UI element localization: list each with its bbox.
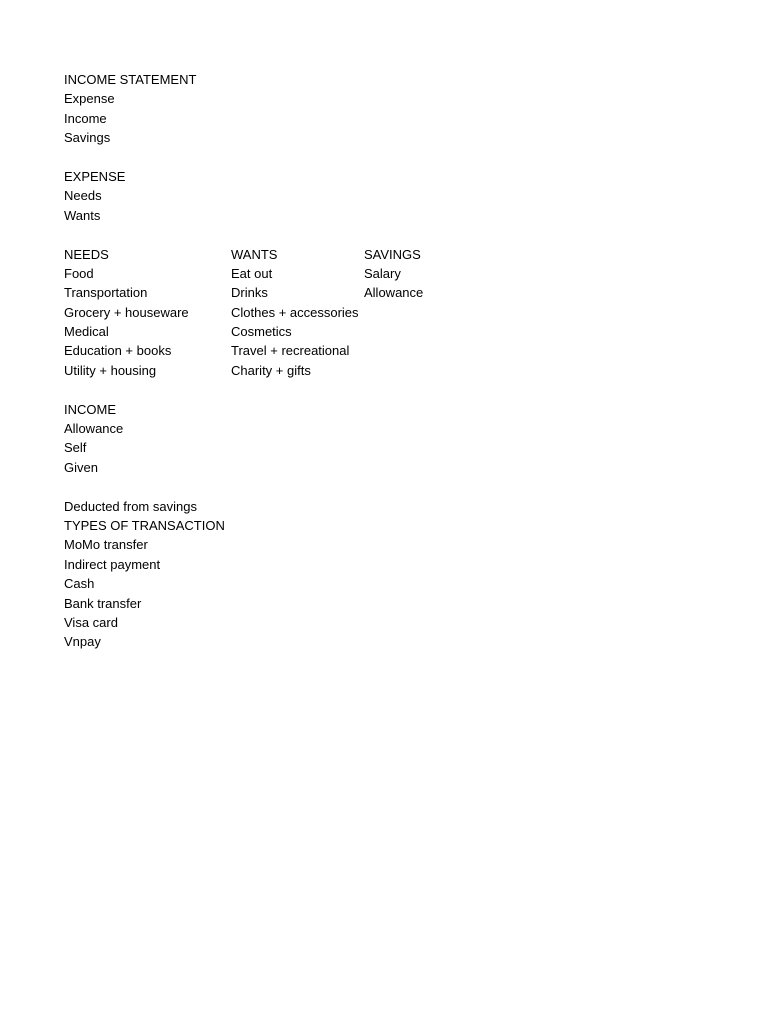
- list-item: [64, 438, 744, 457]
- section-transaction-types-header: [64, 516, 744, 535]
- expense-title: EXPENSE: [64, 168, 126, 184]
- transaction-type-item: Bank transfer: [64, 595, 142, 611]
- spacer-row: [64, 148, 744, 167]
- table-row: [64, 361, 744, 380]
- list-item: [64, 497, 744, 516]
- list-item: [64, 419, 744, 438]
- wants-item: Eat out: [231, 265, 273, 281]
- needs-item: Education + books: [64, 343, 172, 359]
- income-statement-item-income: Income: [64, 110, 107, 126]
- list-item: [64, 535, 744, 554]
- spreadsheet-page: [64, 70, 744, 652]
- spacer-row: [64, 380, 744, 399]
- wants-item: Drinks: [231, 285, 268, 301]
- list-item: [64, 109, 744, 128]
- savings-item: Allowance: [364, 285, 424, 301]
- section-expense-header: [64, 167, 744, 186]
- deducted-from-savings-note: Deducted from savings: [64, 498, 197, 514]
- category-header-row: [64, 245, 744, 264]
- transaction-type-item: Cash: [64, 576, 95, 592]
- wants-title: WANTS: [231, 246, 278, 262]
- spacer-row: [64, 225, 744, 244]
- table-row: [64, 322, 744, 341]
- list-item: [64, 186, 744, 205]
- expense-item-needs: Needs: [64, 188, 102, 204]
- needs-item: Medical: [64, 324, 109, 340]
- needs-item: Utility + housing: [64, 362, 157, 378]
- transaction-types-title: TYPES OF TRANSACTION: [64, 517, 225, 533]
- savings-title: SAVINGS: [364, 246, 421, 262]
- transaction-type-item: MoMo transfer: [64, 537, 148, 553]
- section-income-statement-header: [64, 70, 744, 89]
- table-row: [64, 303, 744, 322]
- expense-item-wants: Wants: [64, 207, 101, 223]
- income-statement-item-expense: Expense: [64, 91, 115, 107]
- transaction-type-item: Indirect payment: [64, 556, 161, 572]
- list-item: [64, 128, 744, 147]
- savings-item: Salary: [364, 265, 401, 281]
- needs-item: Food: [64, 265, 94, 281]
- spacer-row: [64, 477, 744, 496]
- needs-item: Grocery + houseware: [64, 304, 189, 320]
- table-row: [64, 341, 744, 360]
- wants-item: Cosmetics: [231, 324, 292, 340]
- list-item: [64, 555, 744, 574]
- needs-title: NEEDS: [64, 246, 109, 262]
- income-item-given: Given: [64, 459, 98, 475]
- wants-item: Clothes + accessories: [231, 304, 359, 320]
- list-item: [64, 632, 744, 651]
- income-item-allowance: Allowance: [64, 421, 124, 437]
- needs-item: Transportation: [64, 285, 148, 301]
- wants-item: Charity + gifts: [231, 362, 311, 378]
- list-item: [64, 458, 744, 477]
- income-statement-title: INCOME STATEMENT: [64, 72, 197, 87]
- income-title: INCOME: [64, 401, 116, 417]
- table-row: [64, 283, 744, 302]
- list-item: [64, 206, 744, 225]
- income-item-self: Self: [64, 440, 87, 456]
- list-item: [64, 574, 744, 593]
- list-item: [64, 613, 744, 632]
- table-row: [64, 264, 744, 283]
- section-income-header: [64, 400, 744, 419]
- wants-item: Travel + recreational: [231, 343, 350, 359]
- list-item: [64, 89, 744, 108]
- income-statement-item-savings: Savings: [64, 130, 111, 146]
- list-item: [64, 594, 744, 613]
- transaction-type-item: Visa card: [64, 614, 118, 630]
- transaction-type-item: Vnpay: [64, 634, 101, 650]
